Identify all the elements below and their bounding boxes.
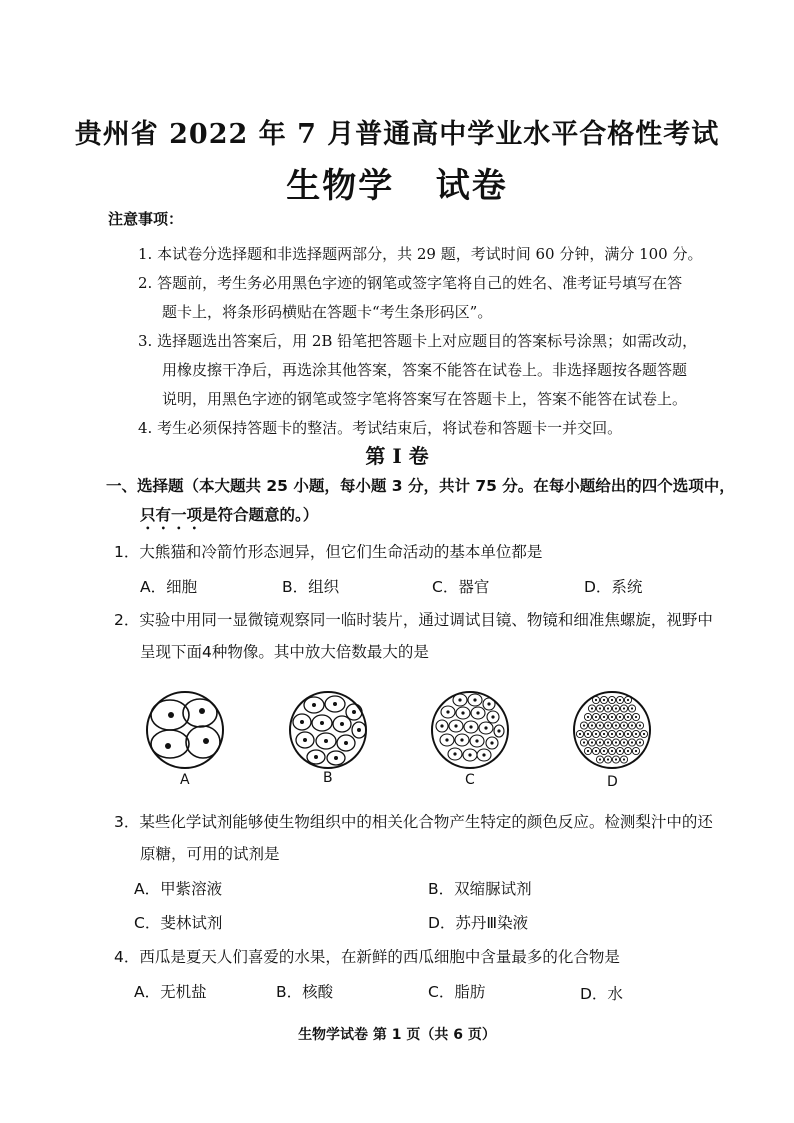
q2-stem-line-1: 2．实验中用同一显微镜观察同一临时装片，通过调试目镜、物镜和细准焦螺旋，视野中	[114, 611, 713, 629]
q4-option-c: C．脂肪	[428, 983, 486, 1001]
notice-item-3-line-3: 说明，用黑色字迹的钢笔或签字笔将答案写在答题卡上，答案不能答在试卷上。	[162, 390, 688, 408]
q4-option-a: A．无机盐	[134, 983, 207, 1001]
notice-heading: 注意事项：	[108, 210, 184, 228]
q3-stem-line-1: 3．某些化学试剂能够使生物组织中的相关化合物产生特定的颜色反应。检测梨汁中的还	[114, 813, 713, 831]
microscope-view-d	[574, 692, 650, 768]
notice-item-3-line-1: 3. 选择题选出答案后，用 2B 铅笔把答题卡上对应题目的答案标号涂黑；如需改动，	[138, 332, 698, 350]
diagram-label-b: B	[323, 770, 333, 786]
q4-option-d: D．水	[580, 985, 623, 1003]
q3-option-b: B．双缩脲试剂	[428, 880, 532, 898]
notice-item-2-line-1: 2. 答题前，考生务必用黑色字迹的钢笔或签字笔将自己的姓名、准考证号填写在答	[138, 274, 683, 292]
q3-option-d: D．苏丹Ⅲ染液	[428, 914, 529, 932]
q2-stem-line-2: 呈现下面4种物像。其中放大倍数最大的是	[140, 643, 429, 661]
q1-option-c: C．器官	[432, 578, 490, 596]
microscope-images-diagram	[130, 680, 670, 800]
page-footer: 生物学试卷 第 1 页（共 6 页）	[298, 1027, 496, 1043]
diagram-label-d: D	[607, 774, 618, 790]
section-heading-line-2	[140, 503, 318, 533]
section-emphasis: 只有一项	[140, 506, 203, 524]
q3-option-c: C．斐林试剂	[134, 914, 223, 932]
diagram-label-a: A	[180, 772, 190, 788]
exam-title: 贵州省 2022 年 7 月普通高中学业水平合格性考试	[74, 119, 720, 150]
q4-option-b: B．核酸	[276, 983, 334, 1001]
notice-item-3-line-2: 用橡皮擦干净后，再选涂其他答案，答案不能答在试卷上。非选择题按各题答题	[162, 361, 688, 379]
microscope-view-a	[147, 692, 223, 768]
microscope-view-c	[432, 692, 508, 768]
section-heading-rest: 是符合题意的。）	[202, 506, 319, 524]
part-heading: 第 Ⅰ 卷	[365, 444, 429, 468]
exam-subtitle: 生物学 试卷	[286, 166, 508, 206]
q1-option-a: A．细胞	[140, 578, 198, 596]
q1-stem: 1．大熊猫和冷箭竹形态迥异，但它们生命活动的基本单位都是	[114, 543, 543, 561]
notice-item-1: 1. 本试卷分选择题和非选择题两部分，共 29 题，考试时间 60 分钟，满分 100 分。	[138, 245, 703, 263]
notice-item-2-line-2: 题卡上，将条形码横贴在答题卡“考生条形码区”。	[162, 303, 493, 321]
microscope-view-b	[290, 692, 366, 768]
q1-option-d: D．系统	[584, 578, 643, 596]
q4-stem: 4．西瓜是夏天人们喜爱的水果，在新鲜的西瓜细胞中含量最多的化合物是	[114, 948, 620, 966]
diagram-label-c: C	[465, 772, 475, 788]
section-heading-line-1: 一、选择题（本大题共 25 小题，每小题 3 分，共计 75 分。在每小题给出的四个选项中，	[106, 477, 735, 495]
q1-option-b: B．组织	[282, 578, 340, 596]
notice-item-4: 4. 考生必须保持答题卡的整洁。考试结束后，将试卷和答题卡一并交回。	[138, 419, 623, 437]
q3-option-a: A．甲紫溶液	[134, 880, 223, 898]
q3-stem-line-2: 原糖，可用的试剂是	[140, 845, 280, 863]
